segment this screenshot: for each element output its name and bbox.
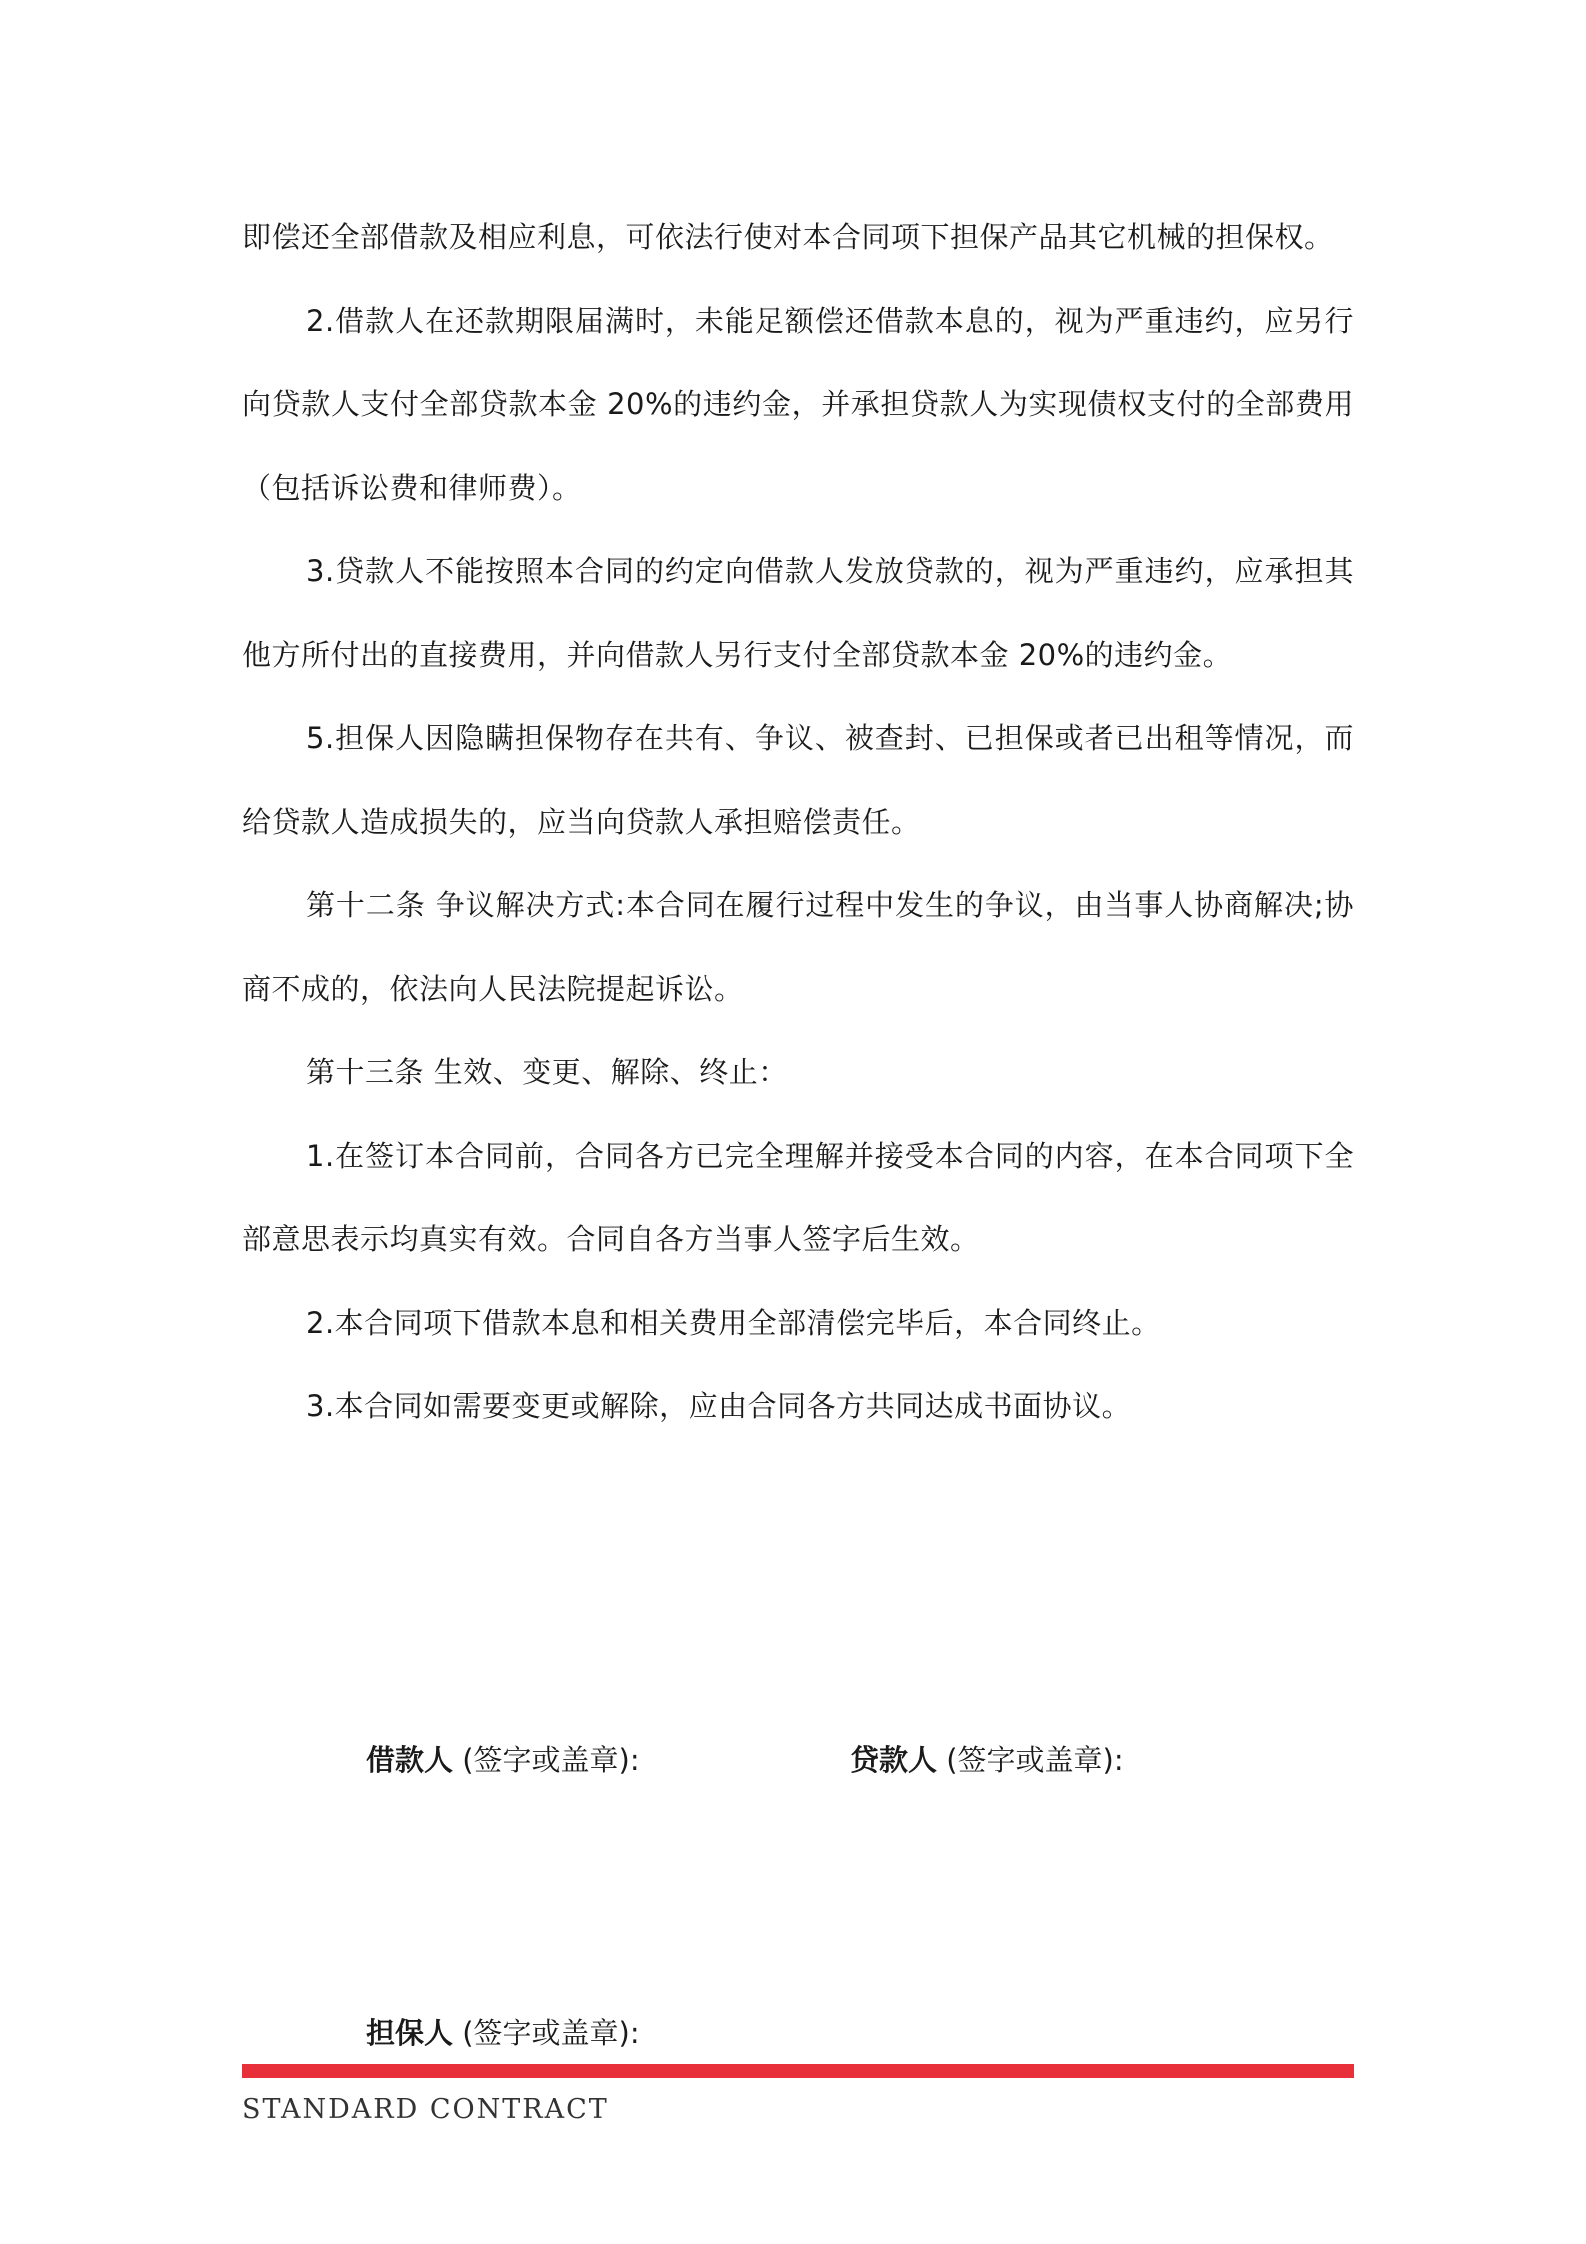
- paragraph-4: 5.担保人因隐瞒担保物存在共有、争议、被查封、已担保或者已出租等情况，而给贷款人造成损失的，应当向贷款人承担赔偿责任。: [242, 721, 1354, 839]
- contract-body: [242, 196, 1354, 1449]
- borrower-signature-line: [366, 1740, 640, 1780]
- paragraph-6: 第十三条 生效、变更、解除、终止：: [306, 1055, 788, 1089]
- paragraph-8: 2.本合同项下借款本息和相关费用全部清偿完毕后，本合同终止。: [306, 1305, 1161, 1340]
- guarantor-signature-line: [366, 2013, 640, 2053]
- lender-signature-line: [850, 1740, 1124, 1780]
- borrower-sign-note: (签字或盖章):: [462, 1743, 640, 1777]
- footer-divider: [242, 2064, 1354, 2078]
- lender-label: 贷款人: [850, 1743, 938, 1777]
- footer-label: STANDARD CONTRACT: [242, 2094, 609, 2125]
- paragraph-3: 3.贷款人不能按照本合同的约定向借款人发放贷款的，视为严重违约，应承担其他方所付出的直接费用，并向借款人另行支付全部贷款本金 20%的违约金。: [242, 554, 1354, 672]
- paragraph-7: 1.在签订本合同前，合同各方已完全理解并接受本合同的内容，在本合同项下全部意思表示均真实有效。合同自各方当事人签字后生效。: [242, 1138, 1354, 1256]
- guarantor-sign-note: (签字或盖章):: [462, 2016, 640, 2050]
- guarantor-label: 担保人: [366, 2016, 454, 2050]
- lender-sign-note: (签字或盖章):: [946, 1743, 1124, 1777]
- paragraph-2: 2.借款人在还款期限届满时，未能足额偿还借款本息的，视为严重违约，应另行向贷款人支付全部贷款本金 20%的违约金，并承担贷款人为实现债权支付的全部费用（包括诉讼费和律师费）。: [242, 303, 1354, 505]
- paragraph-1: 即偿还全部借款及相应利息，可依法行使对本合同项下担保产品其它机械的担保权。: [242, 220, 1334, 254]
- borrower-label: 借款人: [366, 1743, 454, 1777]
- paragraph-5: 第十二条 争议解决方式:本合同在履行过程中发生的争议，由当事人协商解决;协商不成的，依法向人民法院提起诉讼。: [242, 888, 1354, 1006]
- paragraph-9: 3.本合同如需要变更或解除，应由合同各方共同达成书面协议。: [306, 1389, 1132, 1423]
